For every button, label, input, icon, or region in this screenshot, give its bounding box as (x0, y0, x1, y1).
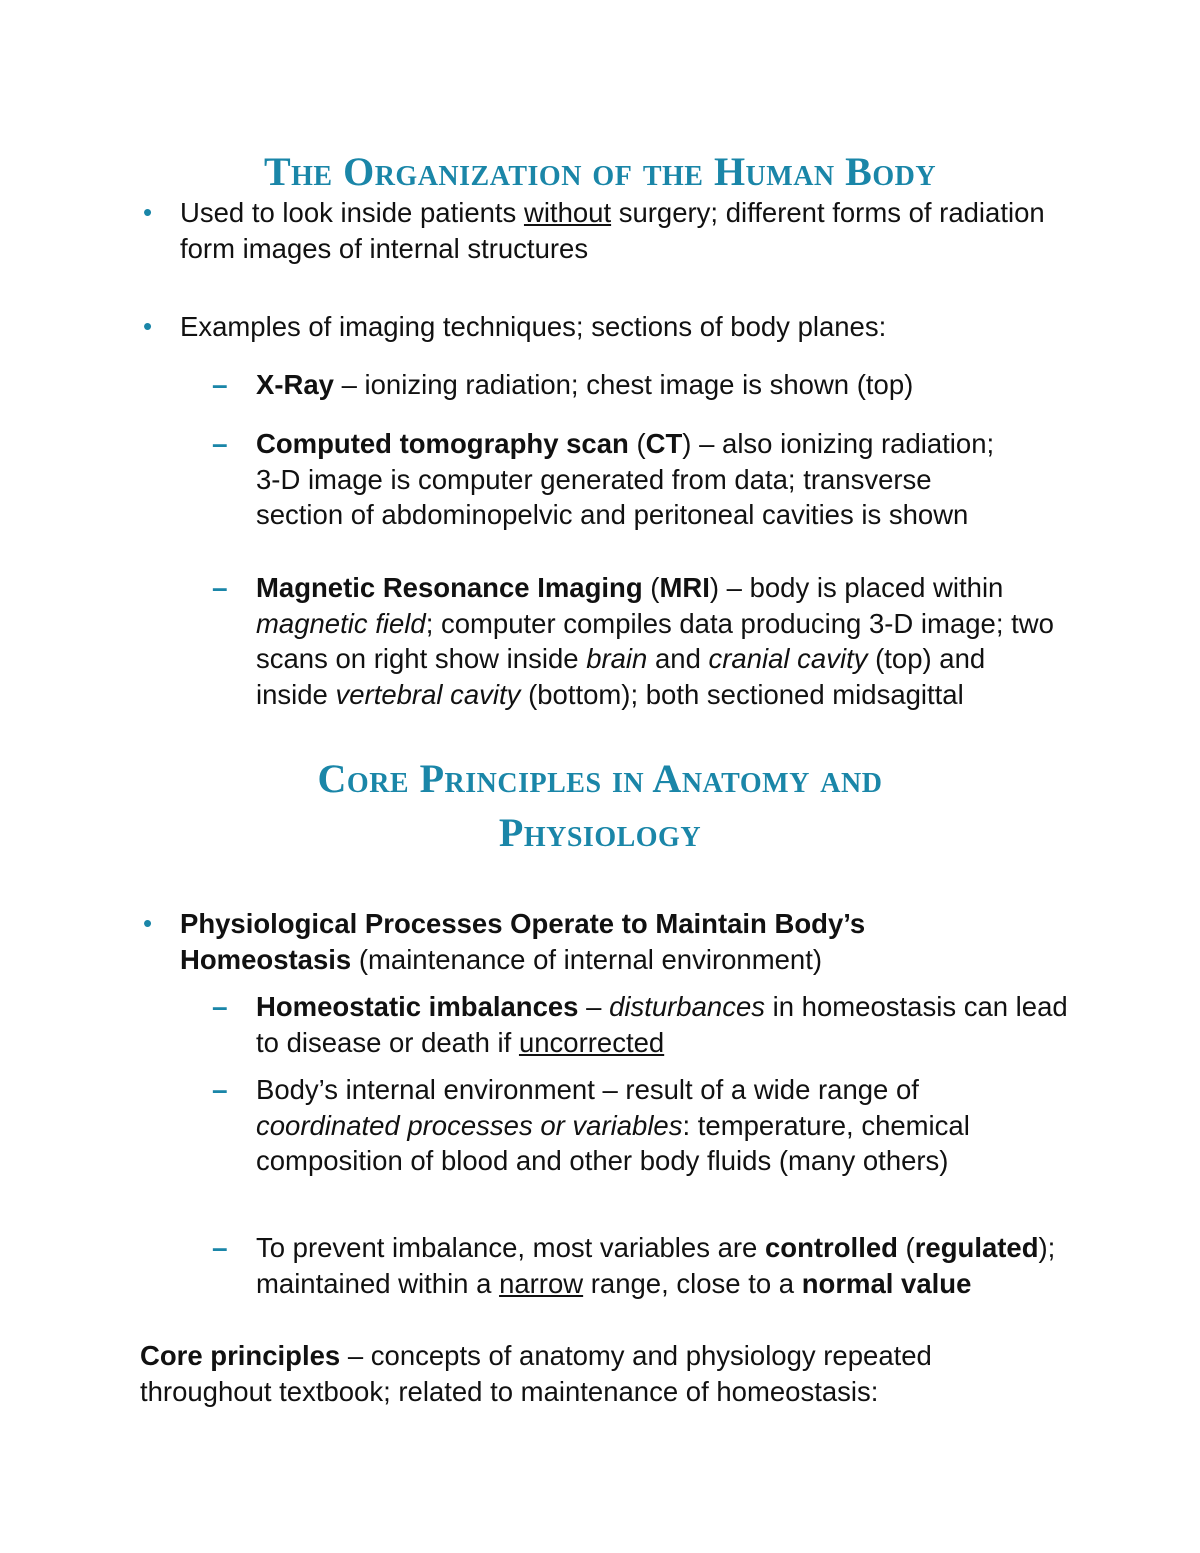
text-run: in homeostasis can lead to disease or death if (256, 991, 1068, 1058)
text-run: – concepts of anatomy and physiology repeated throughout textbook; related to maintenance of homeostasis: (140, 1340, 932, 1407)
bullet-imaging-examples: Examples of imaging techniques; sections of body planes: (180, 311, 887, 342)
dash-marker: – (212, 991, 228, 1022)
text-run: ; computer compiles data producing 3-D image; two scans on right show inside (256, 607, 1054, 674)
italic-text: vertebral cavity (335, 678, 521, 710)
bold-text: Computed tomography scan (256, 428, 629, 459)
sub-internal-environment (256, 1072, 1046, 1179)
dash-marker: – (212, 369, 228, 400)
text-run: ) – body is placed within (709, 572, 1004, 603)
dash-marker: – (212, 572, 228, 603)
bold-text: CT (645, 428, 683, 459)
section-title-line-2: Physiology (498, 810, 702, 855)
sub-ct-scan (256, 426, 1016, 533)
bold-text: Core principles (140, 1340, 341, 1371)
bold-text: Magnetic Resonance Imaging (256, 572, 643, 603)
section-title (0, 752, 1200, 860)
bullet-homeostasis (180, 906, 1020, 977)
underlined-text: uncorrected (518, 1026, 665, 1058)
bold-text: MRI (659, 572, 710, 603)
bullet-marker: • (143, 311, 153, 341)
text-run: ( (897, 1232, 915, 1263)
bullet-imaging-purpose (180, 195, 1060, 266)
sub-homeostatic-imbalances (256, 989, 1076, 1060)
text-run: and (647, 643, 709, 674)
bullet-marker: • (143, 197, 153, 227)
bold-text: Homeostatic imbalances (256, 991, 579, 1022)
bullet-marker: • (143, 908, 153, 938)
bold-text: normal value (801, 1267, 972, 1299)
sub-prevent-imbalance (256, 1230, 1066, 1301)
sub-mri (256, 570, 1056, 712)
text-run: (bottom); both sectioned midsagittal (520, 678, 964, 710)
core-principles-paragraph (140, 1338, 1060, 1409)
dash-marker: – (212, 428, 228, 459)
text-run: (top) and inside (256, 643, 986, 710)
text-run: – (578, 991, 610, 1022)
text-run: Used to look inside patients (180, 197, 524, 228)
text-run: ); maintained within a (256, 1232, 1056, 1299)
text-run: : temperature, chemical composition of blood and other body fluids (many others) (256, 1109, 970, 1176)
italic-text: cranial cavity (708, 643, 868, 674)
bold-text: regulated (914, 1232, 1039, 1263)
italic-text: brain (586, 643, 648, 674)
text-run: To prevent imbalance, most variables are (256, 1232, 765, 1263)
text-run: ( (628, 428, 646, 459)
bold-text: Physiological Processes Operate to Maintain Body’s Homeostasis (180, 908, 866, 975)
sub-xray (256, 367, 1056, 403)
text-run: ) – also ionizing radiation; 3-D image is computer generated from data; transverse section of abdominopelvic and peritoneal cavities is shown (256, 428, 995, 530)
italic-text: coordinated processes or variables (256, 1109, 683, 1141)
dash-marker: – (212, 1232, 228, 1263)
underlined-text: narrow (499, 1267, 584, 1299)
text-run: (maintenance of internal environment) (351, 943, 822, 975)
text-run: ( (642, 572, 660, 603)
italic-text: disturbances (609, 991, 765, 1022)
italic-text: magnetic field (256, 607, 426, 639)
text-run: Body’s internal environment – result of a wide range of (256, 1074, 919, 1105)
text-run: surgery; different forms of radiation form images of internal structures (180, 197, 1045, 264)
page-title: The Organization of the Human Body (263, 149, 937, 194)
underlined-text: without (523, 197, 612, 228)
text-run: – ionizing radiation; chest image is shown (top) (333, 369, 914, 400)
text-run: range, close to a (583, 1267, 802, 1299)
dash-marker: – (212, 1074, 228, 1105)
section-title-line-1: Core Principles in Anatomy and (317, 756, 883, 801)
bold-text: X-Ray (256, 369, 334, 400)
bold-text: controlled (765, 1232, 898, 1263)
